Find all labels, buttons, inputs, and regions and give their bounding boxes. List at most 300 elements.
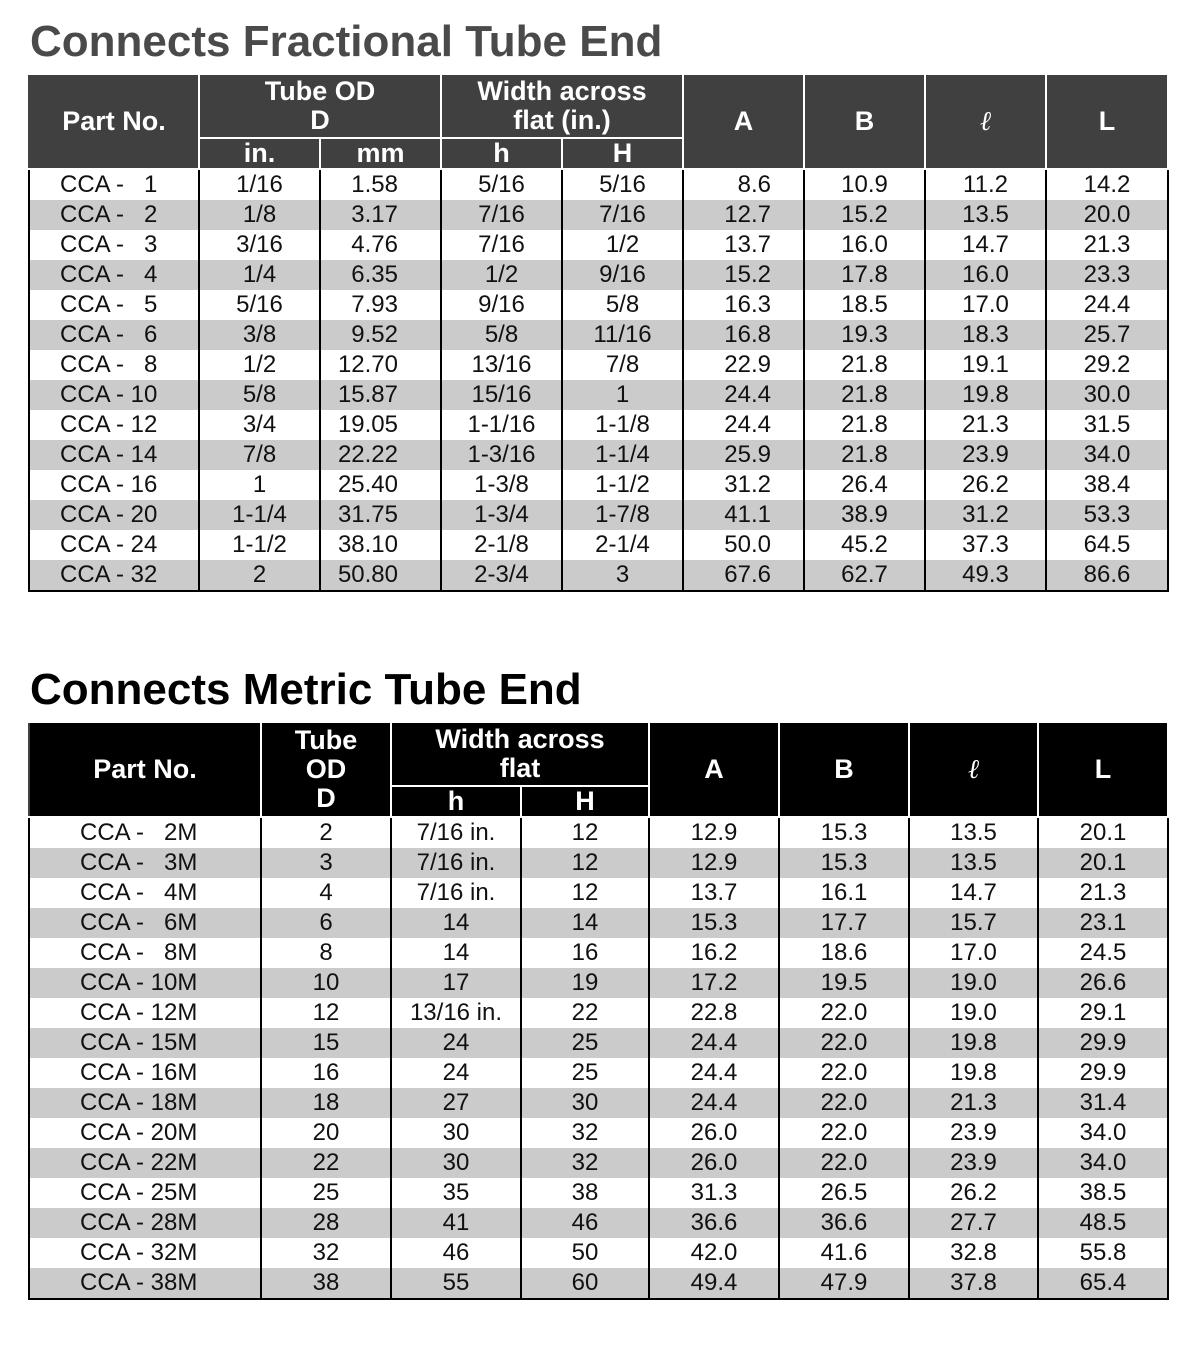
- table-row: [29, 848, 1168, 878]
- table-row: [29, 350, 1168, 380]
- cell-l-small: 19.0: [909, 968, 1038, 998]
- table-row: [29, 560, 1168, 591]
- cell-h: 41: [391, 1208, 521, 1238]
- cell-H: 1-1/8: [562, 410, 683, 440]
- cell-a: 13.7: [683, 230, 804, 260]
- cell-b: 10.9: [804, 169, 925, 200]
- cell-l-small: 13.5: [909, 848, 1038, 878]
- cell-part-no: CCA - 10M: [29, 968, 261, 998]
- cell-in: 1/8: [199, 200, 320, 230]
- header-tube-od-line2: D: [310, 105, 330, 135]
- cell-b: 45.2: [804, 530, 925, 560]
- cell-d: 22: [261, 1148, 391, 1178]
- cell-b: 41.6: [779, 1238, 909, 1268]
- cell-h: 27: [391, 1088, 521, 1118]
- table-row: [29, 1088, 1168, 1118]
- table-row: [29, 817, 1168, 848]
- cell-H: 46: [521, 1208, 649, 1238]
- cell-in: 1/16: [199, 169, 320, 200]
- cell-l-big: 38.4: [1046, 470, 1168, 500]
- cell-l-big: 24.5: [1038, 938, 1168, 968]
- cell-part-no: CCA - 38M: [29, 1268, 261, 1299]
- cell-mm: 4.76: [320, 230, 441, 260]
- cell-l-big: 29.2: [1046, 350, 1168, 380]
- cell-l-big: 20.0: [1046, 200, 1168, 230]
- cell-h: 30: [391, 1148, 521, 1178]
- cell-l-small: 15.7: [909, 908, 1038, 938]
- cell-d: 38: [261, 1268, 391, 1299]
- cell-part-no: CCA - 15M: [29, 1028, 261, 1058]
- cell-b: 15.2: [804, 200, 925, 230]
- cell-mm: 50.80: [320, 560, 441, 591]
- cell-l-small: 13.5: [909, 817, 1038, 848]
- cell-b: 15.3: [779, 848, 909, 878]
- cell-h: 1-3/16: [441, 440, 562, 470]
- cell-part-no: CCA - 16M: [29, 1058, 261, 1088]
- metric-table: [28, 721, 1169, 1300]
- cell-mm: 3.17: [320, 200, 441, 230]
- header-b: B: [804, 74, 925, 169]
- cell-h: 1-3/4: [441, 500, 562, 530]
- cell-l-small: 21.3: [925, 410, 1046, 440]
- cell-H: 5/16: [562, 169, 683, 200]
- header-tube-line3: D: [316, 783, 336, 813]
- cell-l-big: 29.9: [1038, 1058, 1168, 1088]
- cell-a: 16.8: [683, 320, 804, 350]
- table-row: [29, 1208, 1168, 1238]
- header-sub-h: h: [441, 138, 562, 169]
- table-row: [29, 230, 1168, 260]
- cell-H: 22: [521, 998, 649, 1028]
- header-part-no: Part No.: [29, 722, 261, 817]
- cell-h: 7/16 in.: [391, 848, 521, 878]
- cell-in: 1: [199, 470, 320, 500]
- cell-b: 22.0: [779, 1088, 909, 1118]
- cell-H: 9/16: [562, 260, 683, 290]
- cell-l-big: 31.5: [1046, 410, 1168, 440]
- cell-mm: 22.22: [320, 440, 441, 470]
- cell-H: 12: [521, 878, 649, 908]
- cell-part-no: CCA - 8M: [29, 938, 261, 968]
- cell-part-no: CCA - 6M: [29, 908, 261, 938]
- cell-l-small: 13.5: [925, 200, 1046, 230]
- cell-part-no: CCA - 12M: [29, 998, 261, 1028]
- cell-H: 1/2: [562, 230, 683, 260]
- cell-l-small: 26.2: [909, 1178, 1038, 1208]
- cell-d: 3: [261, 848, 391, 878]
- cell-h: 14: [391, 938, 521, 968]
- cell-H: 32: [521, 1148, 649, 1178]
- cell-a: 36.6: [649, 1208, 779, 1238]
- cell-part-no: CCA - 8: [29, 350, 199, 380]
- cell-l-small: 23.9: [909, 1148, 1038, 1178]
- cell-in: 1-1/4: [199, 500, 320, 530]
- cell-part-no: CCA - 4: [29, 260, 199, 290]
- table-row: [29, 1148, 1168, 1178]
- header-tube-od: [261, 722, 391, 817]
- header-l-small: ℓ: [925, 74, 1046, 169]
- cell-mm: 25.40: [320, 470, 441, 500]
- cell-a: 24.4: [649, 1028, 779, 1058]
- cell-h: 24: [391, 1028, 521, 1058]
- cell-H: 11/16: [562, 320, 683, 350]
- table-row: [29, 260, 1168, 290]
- table-row: [29, 530, 1168, 560]
- cell-part-no: CCA - 24: [29, 530, 199, 560]
- cell-l-small: 37.8: [909, 1268, 1038, 1299]
- header-sub-H: H: [562, 138, 683, 169]
- table-row: [29, 290, 1168, 320]
- cell-l-small: 21.3: [909, 1088, 1038, 1118]
- cell-l-big: 23.3: [1046, 260, 1168, 290]
- metric-table-body: [29, 817, 1168, 1299]
- cell-d: 10: [261, 968, 391, 998]
- header-a: A: [683, 74, 804, 169]
- cell-l-big: 25.7: [1046, 320, 1168, 350]
- table-row: [29, 500, 1168, 530]
- cell-a: 12.9: [649, 848, 779, 878]
- cell-a: 24.4: [649, 1058, 779, 1088]
- cell-l-big: 34.0: [1046, 440, 1168, 470]
- cell-in: 7/8: [199, 440, 320, 470]
- header-part-no: Part No.: [29, 74, 199, 169]
- cell-H: 30: [521, 1088, 649, 1118]
- cell-l-big: 38.5: [1038, 1178, 1168, 1208]
- cell-part-no: CCA - 3: [29, 230, 199, 260]
- cell-H: 50: [521, 1238, 649, 1268]
- cell-d: 20: [261, 1118, 391, 1148]
- cell-h: 35: [391, 1178, 521, 1208]
- header-width-line2: flat (in.): [513, 105, 611, 135]
- cell-l-big: 20.1: [1038, 817, 1168, 848]
- header-sub-mm: mm: [320, 138, 441, 169]
- cell-H: 14: [521, 908, 649, 938]
- cell-mm: 38.10: [320, 530, 441, 560]
- header-b: B: [779, 722, 909, 817]
- cell-l-small: 32.8: [909, 1238, 1038, 1268]
- cell-b: 26.5: [779, 1178, 909, 1208]
- cell-h: 17: [391, 968, 521, 998]
- table-row: [29, 320, 1168, 350]
- header-l-small: ℓ: [909, 722, 1038, 817]
- cell-l-big: 20.1: [1038, 848, 1168, 878]
- cell-d: 18: [261, 1088, 391, 1118]
- cell-b: 19.3: [804, 320, 925, 350]
- cell-H: 32: [521, 1118, 649, 1148]
- cell-part-no: CCA - 32: [29, 560, 199, 591]
- cell-part-no: CCA - 2M: [29, 817, 261, 848]
- header-width-line1: Width across: [435, 724, 605, 754]
- cell-a: 15.2: [683, 260, 804, 290]
- cell-a: 15.3: [649, 908, 779, 938]
- cell-part-no: CCA - 12: [29, 410, 199, 440]
- cell-h: 7/16 in.: [391, 817, 521, 848]
- cell-h: 5/8: [441, 320, 562, 350]
- table-row: [29, 1178, 1168, 1208]
- header-sub-h: h: [391, 786, 521, 817]
- cell-H: 1-1/4: [562, 440, 683, 470]
- table-row: [29, 938, 1168, 968]
- cell-d: 6: [261, 908, 391, 938]
- table-row: [29, 1238, 1168, 1268]
- cell-a: 31.2: [683, 470, 804, 500]
- cell-b: 16.1: [779, 878, 909, 908]
- cell-part-no: CCA - 6: [29, 320, 199, 350]
- cell-H: 60: [521, 1268, 649, 1299]
- cell-b: 21.8: [804, 350, 925, 380]
- cell-part-no: CCA - 5: [29, 290, 199, 320]
- fractional-table-body: [29, 169, 1168, 591]
- cell-l-big: 53.3: [1046, 500, 1168, 530]
- cell-a: 24.4: [683, 380, 804, 410]
- table-row: [29, 878, 1168, 908]
- fractional-title: Connects Fractional Tube End: [30, 17, 663, 66]
- cell-b: 21.8: [804, 410, 925, 440]
- cell-l-small: 26.2: [925, 470, 1046, 500]
- cell-a: 26.0: [649, 1118, 779, 1148]
- cell-a: 13.7: [649, 878, 779, 908]
- header-tube-line1: Tube: [294, 725, 358, 755]
- table-row: [29, 968, 1168, 998]
- header-width-line1: Width across: [477, 76, 647, 106]
- cell-a: 8.6: [683, 169, 804, 200]
- cell-part-no: CCA - 2: [29, 200, 199, 230]
- cell-b: 21.8: [804, 440, 925, 470]
- cell-d: 8: [261, 938, 391, 968]
- metric-title: Connects Metric Tube End: [30, 665, 582, 714]
- table-row: [29, 169, 1168, 200]
- cell-l-small: 37.3: [925, 530, 1046, 560]
- table-row: [29, 1058, 1168, 1088]
- cell-in: 3/16: [199, 230, 320, 260]
- cell-b: 22.0: [779, 1148, 909, 1178]
- cell-d: 16: [261, 1058, 391, 1088]
- cell-in: 5/16: [199, 290, 320, 320]
- cell-part-no: CCA - 25M: [29, 1178, 261, 1208]
- cell-l-big: 14.2: [1046, 169, 1168, 200]
- cell-a: 67.6: [683, 560, 804, 591]
- cell-b: 22.0: [779, 1118, 909, 1148]
- cell-H: 7/8: [562, 350, 683, 380]
- cell-b: 17.8: [804, 260, 925, 290]
- cell-in: 1/4: [199, 260, 320, 290]
- cell-l-big: 26.6: [1038, 968, 1168, 998]
- cell-l-big: 86.6: [1046, 560, 1168, 591]
- cell-a: 12.9: [649, 817, 779, 848]
- header-tube-od: [199, 74, 441, 138]
- table-row: [29, 410, 1168, 440]
- cell-l-small: 14.7: [909, 878, 1038, 908]
- header-width-across-flat: [441, 74, 683, 138]
- cell-h: 1-1/16: [441, 410, 562, 440]
- cell-b: 22.0: [779, 1058, 909, 1088]
- table-row: [29, 470, 1168, 500]
- cell-part-no: CCA - 4M: [29, 878, 261, 908]
- cell-d: 28: [261, 1208, 391, 1238]
- cell-a: 41.1: [683, 500, 804, 530]
- header-l-big: L: [1038, 722, 1168, 817]
- cell-h: 15/16: [441, 380, 562, 410]
- cell-in: 3/4: [199, 410, 320, 440]
- cell-H: 16: [521, 938, 649, 968]
- header-l-big: L: [1046, 74, 1168, 169]
- cell-d: 25: [261, 1178, 391, 1208]
- cell-b: 47.9: [779, 1268, 909, 1299]
- cell-part-no: CCA - 28M: [29, 1208, 261, 1238]
- cell-b: 22.0: [779, 998, 909, 1028]
- cell-l-small: 27.7: [909, 1208, 1038, 1238]
- cell-l-big: 29.9: [1038, 1028, 1168, 1058]
- cell-part-no: CCA - 18M: [29, 1088, 261, 1118]
- cell-l-small: 17.0: [909, 938, 1038, 968]
- cell-H: 5/8: [562, 290, 683, 320]
- cell-part-no: CCA - 32M: [29, 1238, 261, 1268]
- cell-b: 18.5: [804, 290, 925, 320]
- cell-a: 49.4: [649, 1268, 779, 1299]
- cell-b: 19.5: [779, 968, 909, 998]
- cell-H: 12: [521, 848, 649, 878]
- cell-b: 38.9: [804, 500, 925, 530]
- table-row: [29, 380, 1168, 410]
- cell-mm: 1.58: [320, 169, 441, 200]
- cell-l-big: 34.0: [1038, 1148, 1168, 1178]
- cell-H: 12: [521, 817, 649, 848]
- cell-mm: 15.87: [320, 380, 441, 410]
- cell-l-small: 19.0: [909, 998, 1038, 1028]
- cell-a: 22.8: [649, 998, 779, 1028]
- cell-d: 12: [261, 998, 391, 1028]
- cell-mm: 19.05: [320, 410, 441, 440]
- cell-a: 22.9: [683, 350, 804, 380]
- cell-l-big: 23.1: [1038, 908, 1168, 938]
- cell-b: 26.4: [804, 470, 925, 500]
- cell-l-small: 19.8: [909, 1058, 1038, 1088]
- cell-a: 50.0: [683, 530, 804, 560]
- cell-a: 17.2: [649, 968, 779, 998]
- cell-l-small: 18.3: [925, 320, 1046, 350]
- header-width-across-flat: [391, 722, 649, 786]
- cell-a: 26.0: [649, 1148, 779, 1178]
- cell-part-no: CCA - 3M: [29, 848, 261, 878]
- cell-part-no: CCA - 1: [29, 169, 199, 200]
- cell-l-big: 64.5: [1046, 530, 1168, 560]
- cell-a: 12.7: [683, 200, 804, 230]
- cell-h: 13/16 in.: [391, 998, 521, 1028]
- table-row: [29, 200, 1168, 230]
- cell-l-big: 29.1: [1038, 998, 1168, 1028]
- cell-H: 1-7/8: [562, 500, 683, 530]
- cell-part-no: CCA - 20M: [29, 1118, 261, 1148]
- cell-l-small: 14.7: [925, 230, 1046, 260]
- cell-b: 62.7: [804, 560, 925, 591]
- cell-h: 46: [391, 1238, 521, 1268]
- cell-d: 2: [261, 817, 391, 848]
- cell-l-small: 17.0: [925, 290, 1046, 320]
- cell-l-big: 30.0: [1046, 380, 1168, 410]
- cell-l-big: 24.4: [1046, 290, 1168, 320]
- cell-H: 1: [562, 380, 683, 410]
- cell-h: 30: [391, 1118, 521, 1148]
- cell-in: 2: [199, 560, 320, 591]
- cell-b: 16.0: [804, 230, 925, 260]
- cell-part-no: CCA - 22M: [29, 1148, 261, 1178]
- cell-l-small: 23.9: [909, 1118, 1038, 1148]
- cell-l-small: 19.1: [925, 350, 1046, 380]
- cell-a: 24.4: [683, 410, 804, 440]
- cell-H: 3: [562, 560, 683, 591]
- cell-H: 25: [521, 1058, 649, 1088]
- cell-H: 38: [521, 1178, 649, 1208]
- cell-l-big: 34.0: [1038, 1118, 1168, 1148]
- cell-l-small: 19.8: [925, 380, 1046, 410]
- cell-h: 2-1/8: [441, 530, 562, 560]
- table-row: [29, 908, 1168, 938]
- cell-a: 31.3: [649, 1178, 779, 1208]
- header-tube-od-line1: Tube OD: [264, 76, 376, 106]
- cell-h: 55: [391, 1268, 521, 1299]
- cell-h: 14: [391, 908, 521, 938]
- cell-h: 9/16: [441, 290, 562, 320]
- cell-H: 7/16: [562, 200, 683, 230]
- cell-l-big: 65.4: [1038, 1268, 1168, 1299]
- header-a: A: [649, 722, 779, 817]
- cell-h: 2-3/4: [441, 560, 562, 591]
- table-row: [29, 998, 1168, 1028]
- cell-h: 1/2: [441, 260, 562, 290]
- cell-mm: 9.52: [320, 320, 441, 350]
- cell-in: 1-1/2: [199, 530, 320, 560]
- cell-b: 15.3: [779, 817, 909, 848]
- table-row: [29, 440, 1168, 470]
- cell-h: 13/16: [441, 350, 562, 380]
- cell-mm: 7.93: [320, 290, 441, 320]
- cell-H: 25: [521, 1028, 649, 1058]
- cell-l-big: 31.4: [1038, 1088, 1168, 1118]
- cell-d: 32: [261, 1238, 391, 1268]
- cell-h: 24: [391, 1058, 521, 1088]
- cell-b: 21.8: [804, 380, 925, 410]
- cell-l-big: 21.3: [1046, 230, 1168, 260]
- cell-H: 2-1/4: [562, 530, 683, 560]
- table-row: [29, 1268, 1168, 1299]
- cell-h: 5/16: [441, 169, 562, 200]
- cell-h: 1-3/8: [441, 470, 562, 500]
- cell-in: 1/2: [199, 350, 320, 380]
- cell-a: 24.4: [649, 1088, 779, 1118]
- cell-part-no: CCA - 16: [29, 470, 199, 500]
- header-tube-line2: OD: [305, 754, 347, 784]
- cell-d: 15: [261, 1028, 391, 1058]
- cell-in: 3/8: [199, 320, 320, 350]
- cell-l-small: 19.8: [909, 1028, 1038, 1058]
- cell-l-big: 21.3: [1038, 878, 1168, 908]
- header-width-line2: flat: [499, 753, 541, 783]
- cell-a: 25.9: [683, 440, 804, 470]
- cell-mm: 12.70: [320, 350, 441, 380]
- cell-mm: 6.35: [320, 260, 441, 290]
- cell-l-big: 48.5: [1038, 1208, 1168, 1238]
- cell-H: 1-1/2: [562, 470, 683, 500]
- cell-l-small: 16.0: [925, 260, 1046, 290]
- cell-b: 18.6: [779, 938, 909, 968]
- cell-d: 4: [261, 878, 391, 908]
- cell-part-no: CCA - 10: [29, 380, 199, 410]
- cell-a: 16.2: [649, 938, 779, 968]
- cell-b: 36.6: [779, 1208, 909, 1238]
- cell-part-no: CCA - 14: [29, 440, 199, 470]
- cell-mm: 31.75: [320, 500, 441, 530]
- cell-a: 16.3: [683, 290, 804, 320]
